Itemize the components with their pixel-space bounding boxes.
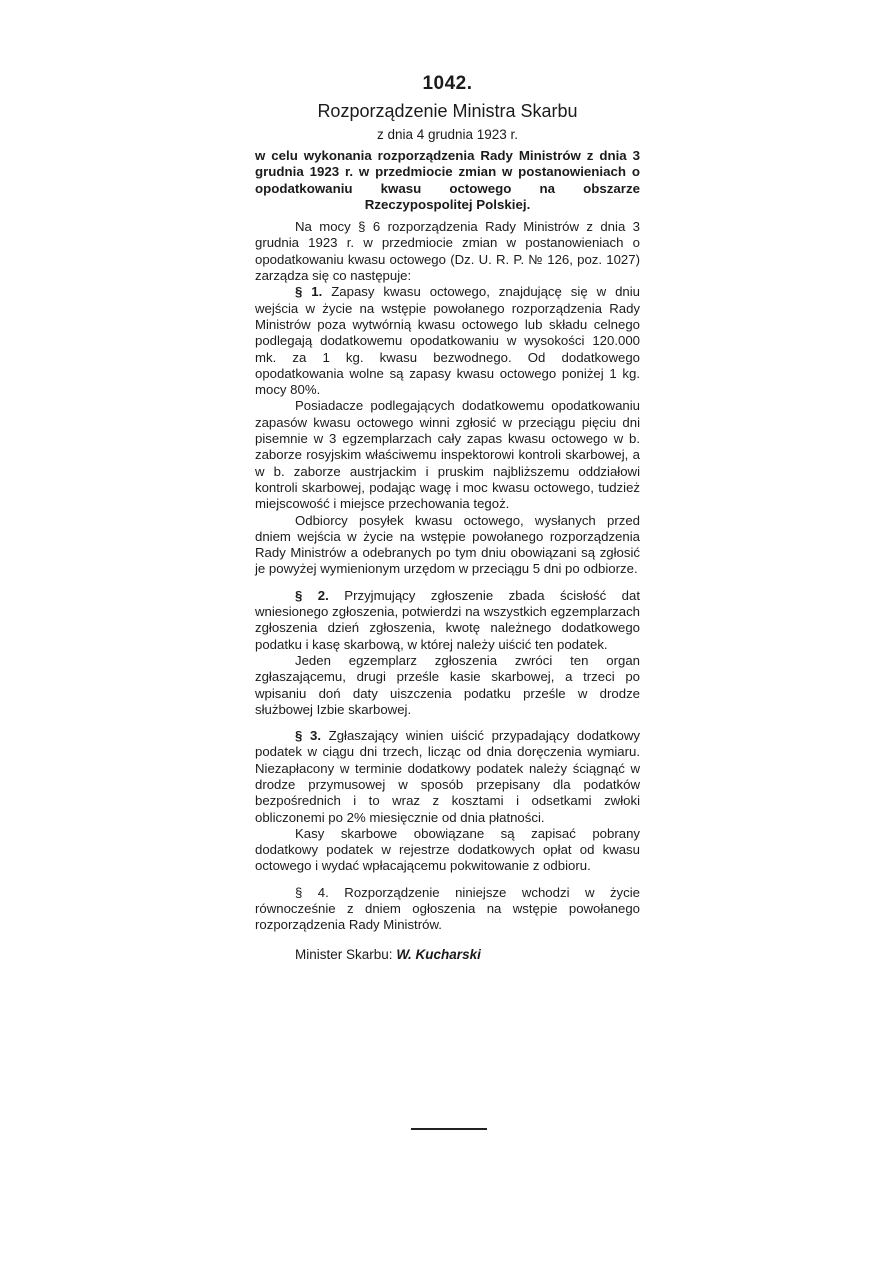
section-3-paragraph-2 xyxy=(255,826,640,875)
document-subject: w celu wykonania rozporządzenia Rady Ministrów z dnia 3 grudnia 1923 r. w przedmiocie zmian w postanowieniach o opodatkowaniu kwasu octowego na obszarze Rzeczypospolitej Polskiej. xyxy=(255,148,640,212)
section-2-paragraph-2 xyxy=(255,653,640,718)
section-1-paragraph-2 xyxy=(255,398,640,512)
section-text: Jeden egzemplarz zgłoszenia zwróci ten organ zgłaszającemu, drugi prześle kasie skarbowej, a trzeci po wpisaniu doń daty uiszczenia podatku prześle w drodze służbowej Izbie skarbowej. xyxy=(255,652,640,717)
document-number: 1042. xyxy=(422,73,473,94)
section-1-paragraph xyxy=(255,284,640,398)
section-1-paragraph-3 xyxy=(255,513,640,578)
document-title: Rozporządzenie Ministra Skarbu xyxy=(317,101,578,121)
section-4-paragraph xyxy=(255,885,640,934)
section-mark: § 2. xyxy=(295,587,329,603)
section-text: Odbiorcy posyłek kwasu octowego, wysłanych przed dniem wejścia w życie na wstępie powołanego rozporządzenia Rady Ministrów a odebranych po tym dniu obowiązani są zgłosić je powyżej wymienionym urzędom w przeciągu 5 dni po odbiorze. xyxy=(255,512,640,577)
section-text: Zgłaszający winien uiścić przypadający dodatkowy podatek w ciągu dni trzech, licząc od dnia doręczenia wymiaru. Niezapłacony w terminie dodatkowy podatek należy ściągnąć w drodze przymusowej w sposób przepisany dla podatków bezpośrednich i to wraz z kosztami i odsetkami zwłoki obliczonemi po 2% miesięcznie od dnia płatności. xyxy=(255,728,640,825)
section-2-paragraph xyxy=(255,588,640,653)
section-text: Kasy skarbowe obowiązane są zapisać pobrany dodatkowy podatek w rejestrze dodatkowych opłat od kwasu octowego i wydać wpłacającemu pokwitowanie z odbioru. xyxy=(255,825,640,874)
document-date: z dnia 4 grudnia 1923 r. xyxy=(376,127,519,142)
section-mark: § 3. xyxy=(295,728,321,744)
section-text: Posiadacze podlegających dodatkowemu opodatkowaniu zapasów kwasu octowego winni zgłosić w przeciągu pięciu dni pisemnie w 3 egzemplarzach cały zapas kwasu octowego w b. zaborze rosyjskim właściwemu inspektorowi kontroli skarbowej, a w b. zaborze austrjackim i pruskim najbliższemu oddziałowi kontroli skarbowej, podając wagę i moc kwasu octowego, tudzież miejscowość i miejsce przechowania tegoż. xyxy=(255,398,640,512)
section-text: Zapasy kwasu octowego, znajdującę się w dniu wejścia w życie na wstępie powołanego rozporządzenia Rady Ministrów poza wytwórnią kwasu octowego lub składu celnego podlegają dodatkowemu opodatkowaniu w wysokości 120.000 mk. za 1 kg. kwasu bezwodnego. Od dodatkowego opodatkowania wolne są zapasy kwasu octowego poniżej 1 kg. mocy 80%. xyxy=(255,284,641,398)
section-3-paragraph xyxy=(255,728,640,826)
signature-name: W. Kucharski xyxy=(396,946,481,962)
document-page xyxy=(255,72,640,964)
signature-label: Minister Skarbu: xyxy=(295,946,393,962)
section-mark: § 4. xyxy=(295,884,329,900)
preamble-paragraph: Na mocy § 6 rozporządzenia Rady Ministrów z dnia 3 grudnia 1923 r. w przedmiocie zmian w postanowieniach o opodatkowaniu kwasu octowego (Dz. U. R. P. № 126, poz. 1027) zarządza się co następuje: xyxy=(255,219,640,284)
section-text: Rozporządzenie niniejsze wchodzi w życie równocześnie z dniem ogłoszenia na wstępie powołanego rozporządzenia Rady Ministrów. xyxy=(255,884,641,933)
section-text: Przyjmujący zgłoszenie zbada ścisłość dat wniesionego zgłoszenia, potwierdzi na wszystkich egzemplarzach zgłoszenia dzień zgłoszenia, kwotę należnego dodatkowego podatku i kasę skarbową, w której należy uiścić ten podatek. xyxy=(255,587,640,652)
signature-line xyxy=(295,946,640,964)
section-mark: § 1. xyxy=(295,284,323,300)
end-divider xyxy=(411,1128,487,1130)
